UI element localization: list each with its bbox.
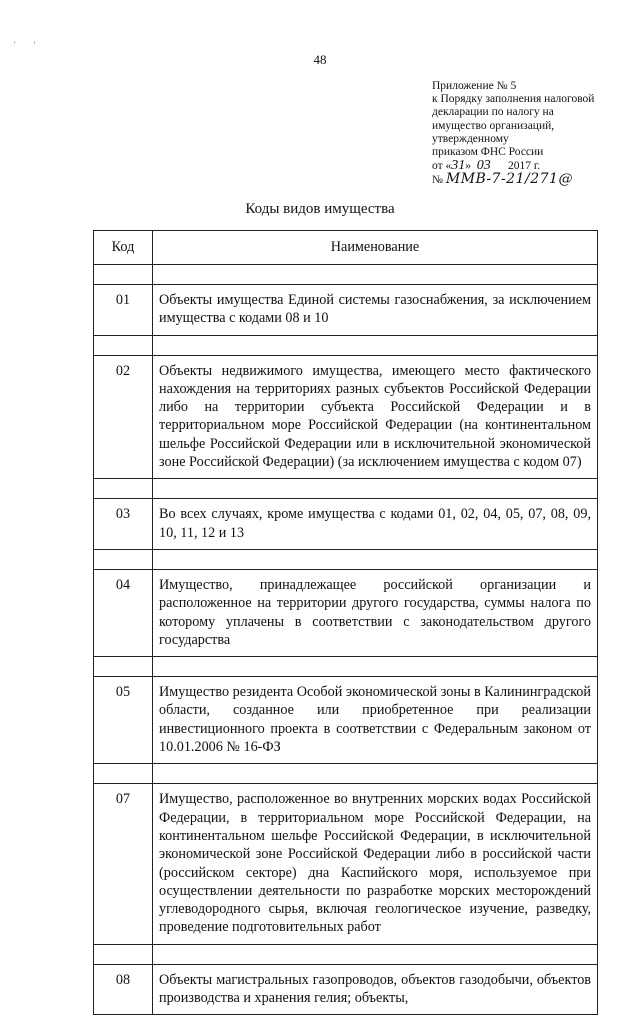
row-description: Объекты имущества Единой системы газоснабжения, за исключением имущества с кодами 08 и 10 <box>153 285 598 336</box>
appendix-line: имущество организаций, <box>432 119 555 132</box>
number-prefix: № <box>432 174 443 187</box>
date-day: 31 <box>451 158 466 174</box>
row-description: Имущество, расположенное во внутренних морских водах Российской Федерации, в территориальном море Российской Федерации, на континентальном шельфе Российской Федерации, в исключительной экономической зоне Российской Федерации либо в российской части (российском секторе) дна Каспийского моря, используемое при осуществлении деятельности по разработке морских месторождений углеводородного сырья, включая геологическое изучение, разведку, проведение подготовительных работ <box>153 784 598 944</box>
row-description: Во всех случаях, кроме имущества с кодами 01, 02, 04, 05, 07, 08, 09, 10, 11, 12 и 13 <box>153 499 598 550</box>
date-prefix: от « <box>432 160 452 173</box>
order-number-handwritten: ММВ-7-21/271@ <box>445 171 573 188</box>
table-row <box>94 355 598 479</box>
row-description: Имущество, принадлежащее российской организации и расположенное на территории другого государства, суммы налога по которому уплачены в соответствии с законодательством другого государства <box>153 569 598 656</box>
date-month: 03 <box>476 158 491 174</box>
row-code: 02 <box>94 355 153 479</box>
appendix-line: Приложение № 5 <box>432 80 517 92</box>
appendix-block <box>432 80 632 188</box>
row-code: 08 <box>94 964 153 1015</box>
row-code: 04 <box>94 569 153 656</box>
row-code: 05 <box>94 677 153 764</box>
page-title: Коды видов имущества <box>245 201 395 217</box>
appendix-number <box>432 173 632 187</box>
date-mid: » <box>465 160 471 173</box>
row-code: 07 <box>94 784 153 944</box>
row-code: 03 <box>94 499 153 550</box>
header-name: Наименование <box>153 231 598 265</box>
appendix-line: утвержденному <box>432 132 509 145</box>
table-row <box>94 964 598 1015</box>
table-row <box>94 784 598 944</box>
table-row <box>94 569 598 656</box>
table-row <box>94 285 598 336</box>
row-description: Объекты недвижимого имущества, имеющего место фактического нахождения на территориях разных субъектов Российской Федерации либо на территории субъекта Российской Федерации и в территориальном море Российской Федерации (на континентальном шельфе Российской Федерации или в исключительной экономической зоне Российской Федерации) (за исключением имущества с кодом 07) <box>153 355 598 479</box>
row-code: 01 <box>94 285 153 336</box>
appendix-line: декларации по налогу на <box>432 106 554 119</box>
appendix-line: приказом ФНС России <box>432 146 544 159</box>
header-code: Код <box>94 231 153 265</box>
page-number: 48 <box>313 52 327 67</box>
scan-artifact: ' ' <box>14 40 36 50</box>
date-year: 2017 г. <box>508 160 541 173</box>
table-row <box>94 499 598 550</box>
row-description: Объекты магистральных газопроводов, объектов газодобычи, объектов производства и хранения гелия; объекты, <box>153 964 598 1015</box>
property-codes-table <box>93 230 598 1015</box>
table-row <box>94 677 598 764</box>
appendix-line: к Порядку заполнения налоговой <box>432 93 595 106</box>
row-description: Имущество резидента Особой экономической зоны в Калининградской области, созданное или приобретенное при реализации инвестиционного проекта в соответствии с Федеральным законом от 10.01.2006 № 16-ФЗ <box>153 677 598 764</box>
table-header-row <box>94 231 598 265</box>
